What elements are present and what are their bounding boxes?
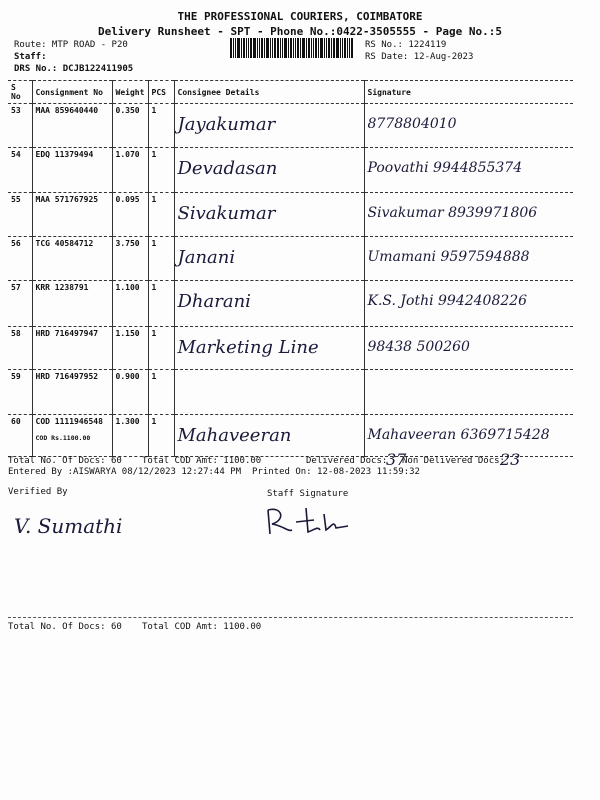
row-pcs: 1: [148, 148, 174, 193]
row-pcs: 1: [148, 327, 174, 370]
row-sno: 54: [8, 148, 32, 193]
row-signature: K.S. Jothi 9942408226: [364, 281, 573, 327]
row-signature: [364, 370, 573, 415]
staff-signature-label: Staff Signature: [267, 489, 349, 499]
table-row: [8, 370, 573, 415]
drs-number: DRS No.: DCJB122411905: [14, 64, 134, 74]
printed-on: Printed On: 12-08-2023 11:59:32: [252, 467, 420, 477]
not-delivered-count: 23: [500, 450, 521, 469]
row-signature: Mahaveeran 6369715428: [364, 415, 573, 457]
row-pcs: 1: [148, 281, 174, 327]
verified-by-label: Verified By: [8, 487, 68, 497]
delivered-label: Delivered Docs:: [306, 456, 388, 466]
row-pcs: 1: [148, 104, 174, 148]
row-sno: 59: [8, 370, 32, 415]
barcode: [230, 38, 360, 58]
row-weight: 1.150: [112, 327, 148, 370]
row-pcs: 1: [148, 415, 174, 457]
row-weight: 0.095: [112, 193, 148, 237]
total-cod: Total COD Amt: 1100.00: [142, 456, 262, 466]
row-consignee: Sivakumar: [174, 193, 364, 237]
page-title: THE PROFESSIONAL COURIERS, COIMBATORE: [177, 10, 423, 23]
table-row: [8, 148, 573, 193]
page-subtitle: Delivery Runsheet - SPT - Phone No.:0422-3505555 - Page No.:5: [98, 25, 502, 38]
delivered-count: 37: [386, 450, 407, 469]
bottom-total-docs: Total No. Of Docs: 60: [8, 622, 122, 632]
row-signature: Umamani 9597594888: [364, 237, 573, 281]
table-row: [8, 327, 573, 370]
row-weight: 1.100: [112, 281, 148, 327]
row-consignment: MAA 859640440: [32, 104, 112, 148]
row-consignment: MAA 571767925: [32, 193, 112, 237]
row-consignment: HRD 716497952: [32, 370, 112, 415]
row-sno: 56: [8, 237, 32, 281]
row-consignment: COD 1111946548 COD Rs.1100.00: [32, 415, 112, 457]
col-consignment: Consignment No: [32, 81, 112, 104]
staff-label: Staff:: [14, 52, 47, 62]
total-docs: Total No. Of Docs: 60: [8, 456, 122, 466]
rs-date: RS Date: 12-Aug-2023: [365, 52, 474, 62]
row-consignee: Jayakumar: [174, 104, 364, 148]
route-label: Route: MTP ROAD - P20: [14, 40, 128, 50]
row-sno: 55: [8, 193, 32, 237]
runsheet-table: [8, 80, 573, 457]
col-sno: S No: [8, 81, 32, 104]
row-signature: Sivakumar 8939971806: [364, 193, 573, 237]
row-weight: 0.350: [112, 104, 148, 148]
table-row: [8, 193, 573, 237]
table-row: [8, 281, 573, 327]
row-consignee: [174, 370, 364, 415]
row-pcs: 1: [148, 370, 174, 415]
entered-by: Entered By :AISWARYA 08/12/2023 12:27:44 PM: [8, 467, 241, 477]
bottom-total-cod: Total COD Amt: 1100.00: [142, 622, 262, 632]
row-consignment: HRD 716497947: [32, 327, 112, 370]
col-weight: Weight: [112, 81, 148, 104]
row-consignee: Marketing Line: [174, 327, 364, 370]
staff-signature-scrawl: [262, 500, 382, 540]
verifier-signature: V. Sumathi: [14, 514, 123, 538]
row-signature: Poovathi 9944855374: [364, 148, 573, 193]
row-consignment: KRR 1238791: [32, 281, 112, 327]
row-weight: 1.300: [112, 415, 148, 457]
row-signature: 8778804010: [364, 104, 573, 148]
row-weight: 0.900: [112, 370, 148, 415]
bottom-divider: [8, 617, 573, 618]
row-consignee: Janani: [174, 237, 364, 281]
not-delivered-label: Non Delivered Docs:: [402, 456, 505, 466]
row-pcs: 1: [148, 237, 174, 281]
row-consignment: TCG 40584712: [32, 237, 112, 281]
row-weight: 1.070: [112, 148, 148, 193]
row-consignee: Dharani: [174, 281, 364, 327]
table-row: [8, 415, 573, 457]
row-sno: 53: [8, 104, 32, 148]
cod-amount: COD Rs.1100.00: [35, 434, 91, 442]
row-weight: 3.750: [112, 237, 148, 281]
col-pcs: PCS: [148, 81, 174, 104]
row-consignment: EDQ 11379494: [32, 148, 112, 193]
table-row: [8, 237, 573, 281]
row-consignee: Devadasan: [174, 148, 364, 193]
row-signature: 98438 500260: [364, 327, 573, 370]
row-pcs: 1: [148, 193, 174, 237]
row-sno: 58: [8, 327, 32, 370]
row-consignee: Mahaveeran: [174, 415, 364, 457]
col-signature: Signature: [364, 81, 573, 104]
rs-number: RS No.: 1224119: [365, 40, 447, 50]
row-sno: 57: [8, 281, 32, 327]
row-sno: 60: [8, 415, 32, 457]
col-consignee: Consignee Details: [174, 81, 364, 104]
table-row: [8, 104, 573, 148]
